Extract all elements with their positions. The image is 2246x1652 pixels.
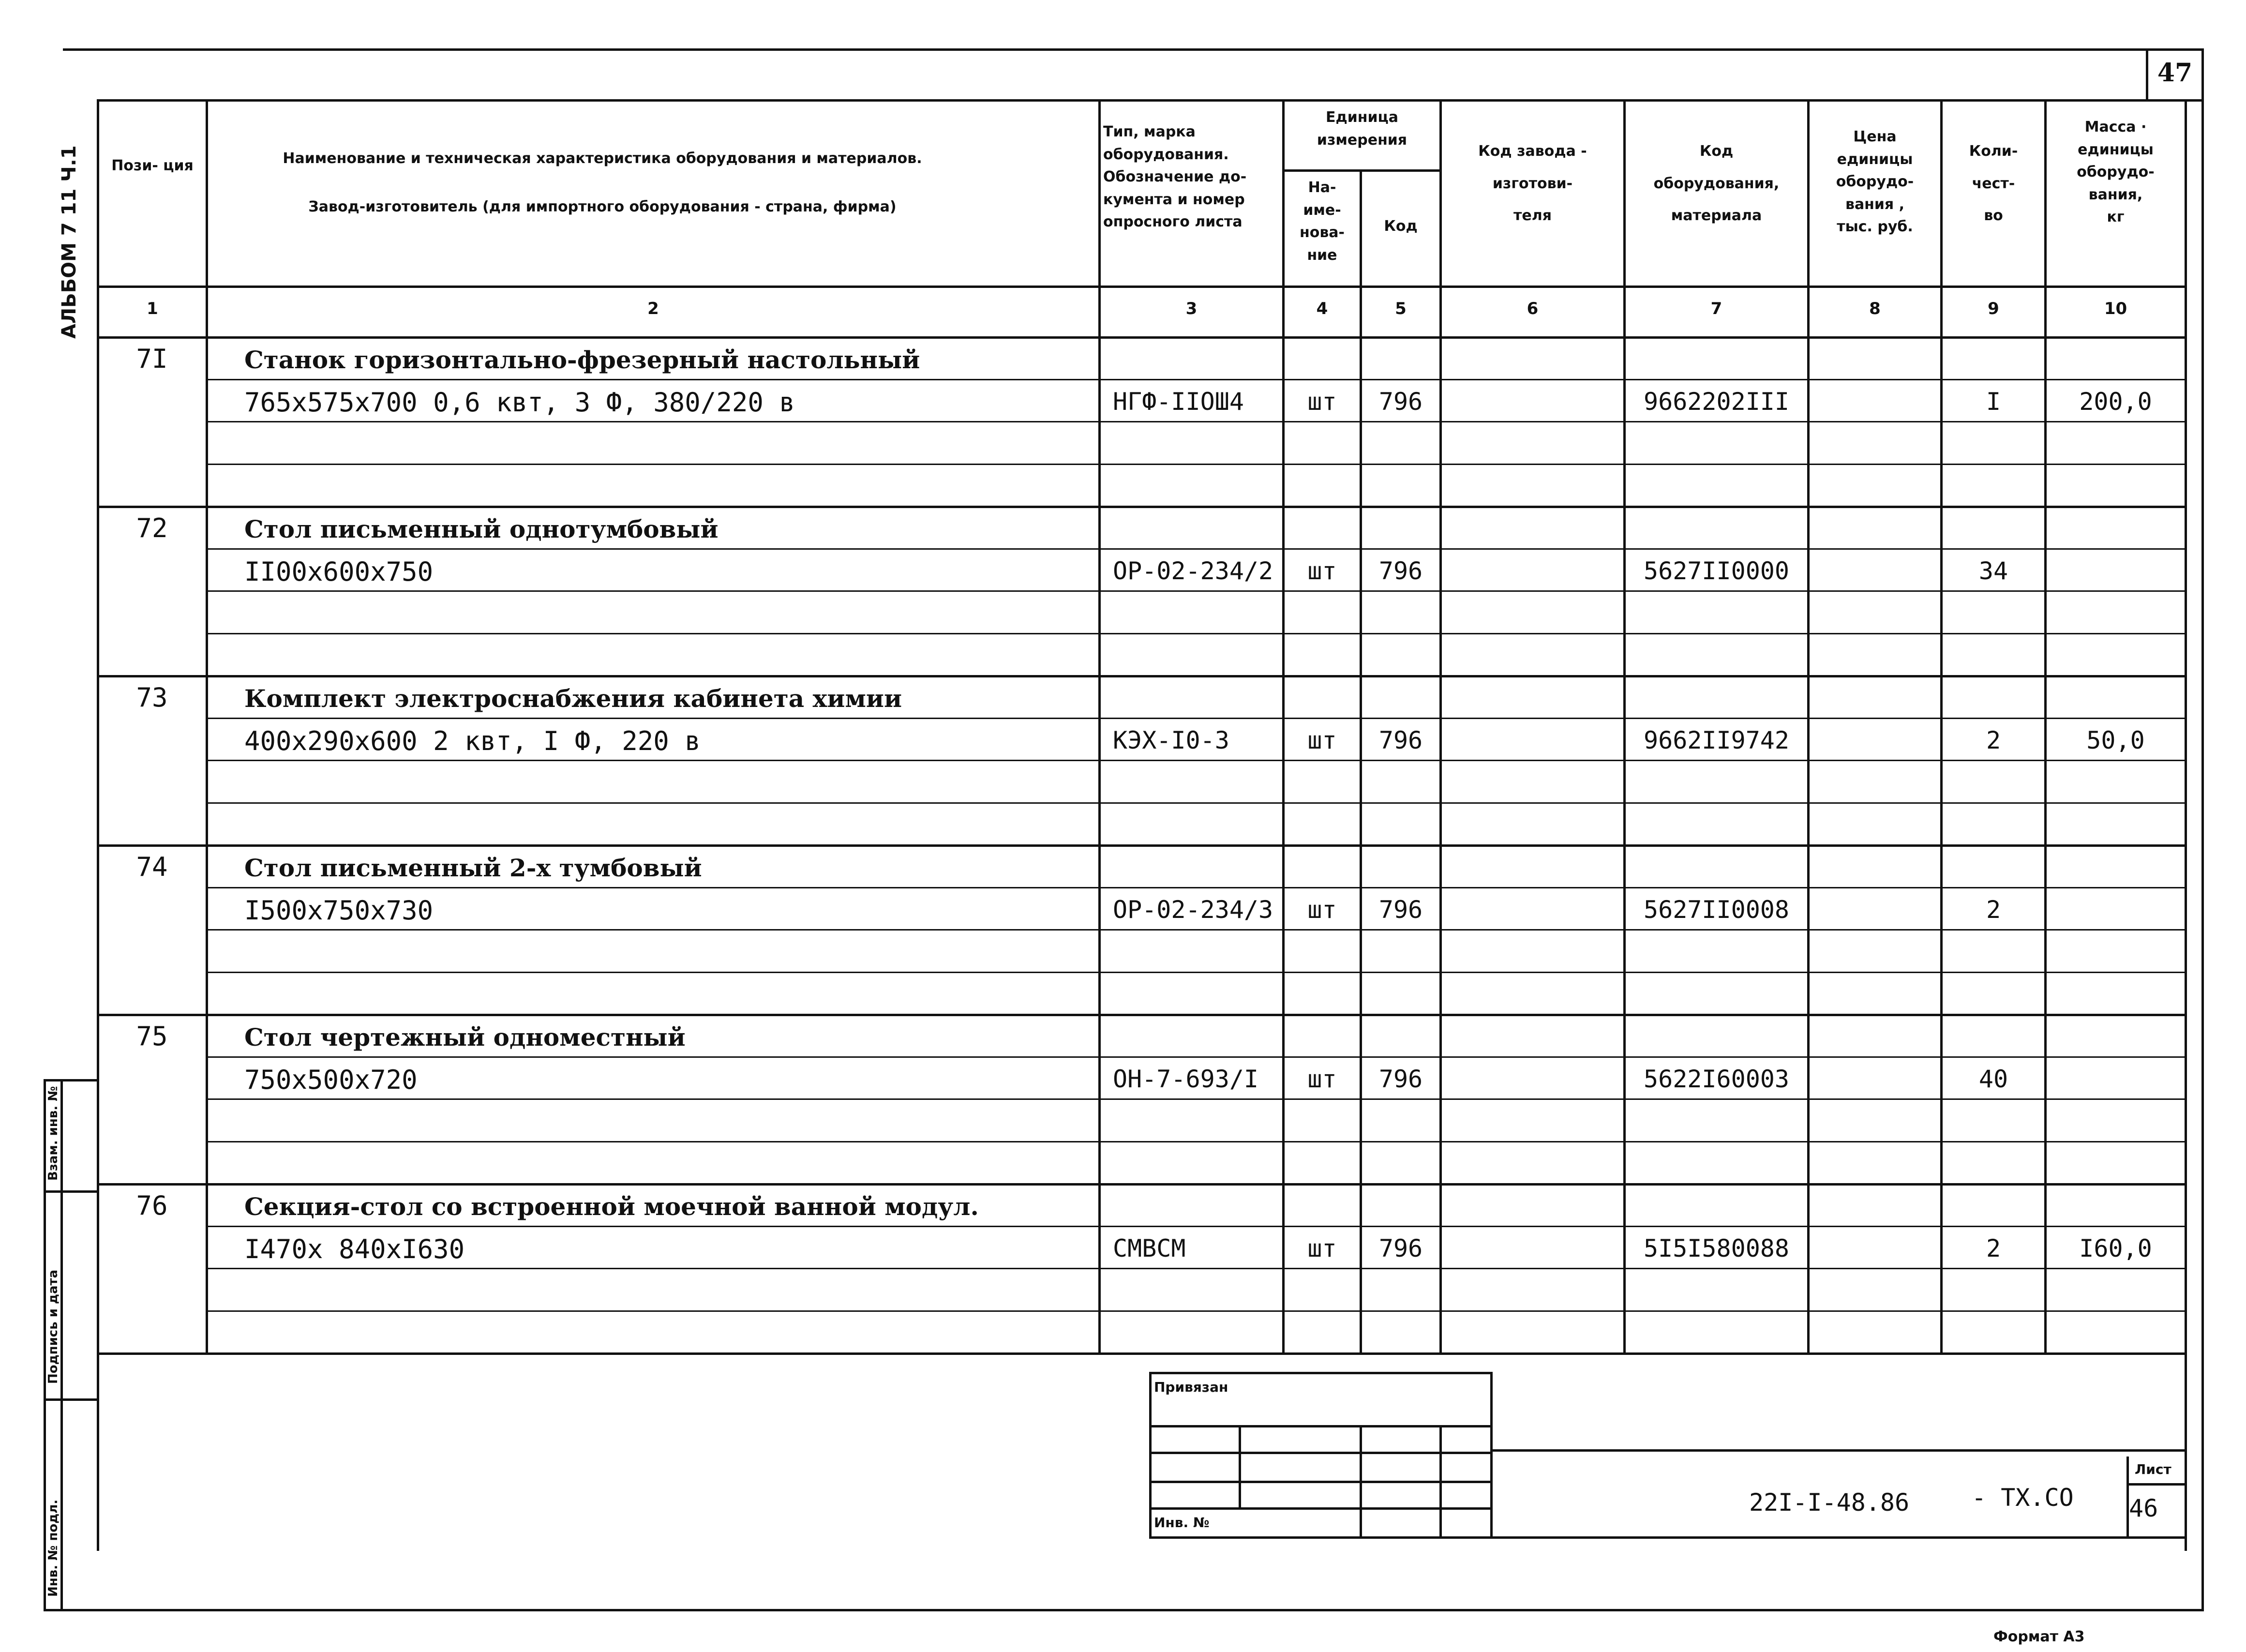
header-mass-l3: оборудо-	[2077, 164, 2155, 180]
header-maker-l1: Код завода -	[1478, 143, 1587, 160]
colnum-4: 4	[1316, 299, 1328, 318]
header-bottom	[97, 285, 2187, 288]
colnum-bottom	[97, 336, 2187, 339]
item-spec: I500х750х730	[244, 895, 434, 926]
header-name-line2: Завод-изготовитель (для импортного оборудования - страна, фирма)	[308, 198, 897, 215]
item-position: 73	[136, 682, 168, 713]
item-position: 74	[136, 852, 168, 882]
item-position: 7I	[136, 344, 168, 374]
row-line	[206, 548, 2187, 550]
header-type	[1103, 121, 1282, 234]
item-spec: 750х500х720	[244, 1065, 418, 1095]
item-unit: шт	[1307, 1065, 1337, 1093]
table-right	[2185, 99, 2187, 1551]
item-position: 75	[136, 1021, 168, 1051]
header-position	[102, 155, 203, 178]
header-equip-l3: материала	[1671, 207, 1762, 224]
header-type-l5: опросного листа	[1103, 213, 1243, 230]
header-maker-code	[1442, 140, 1623, 227]
colnum-2: 2	[647, 299, 659, 318]
colnum-10: 10	[2104, 299, 2127, 318]
colnum-9: 9	[1988, 299, 1999, 318]
colnum-7: 7	[1710, 299, 1722, 318]
item-unit-code: 796	[1378, 1065, 1423, 1093]
header-unit-name-l4: ние	[1307, 246, 1337, 264]
header-unit-name-l3: нова-	[1299, 224, 1345, 241]
item-type: ОН-7-693/I	[1113, 1065, 1259, 1093]
header-unit-name	[1285, 177, 1360, 267]
header-equipment-code	[1626, 140, 1807, 227]
table-body-bottom	[97, 1352, 2187, 1355]
side-col-replace: Взам. инв. №	[46, 1086, 60, 1181]
side-col-inv: Инв. № подл.	[46, 1499, 60, 1597]
item-mass: I60,0	[2079, 1234, 2152, 1262]
side-strip-div2	[44, 1398, 99, 1401]
row-line	[206, 929, 2187, 931]
item-type: КЭХ-I0-3	[1113, 726, 1229, 754]
header-price-l1: Цена	[1853, 128, 1897, 145]
stamp-col-2	[1360, 1425, 1362, 1536]
item-unit: шт	[1307, 557, 1337, 585]
row-line	[206, 421, 2187, 422]
bottom-border-line	[44, 1609, 2204, 1611]
row-line	[206, 1098, 2187, 1100]
item-quantity: 2	[1986, 1234, 2001, 1262]
header-unit-group-l1: Единица	[1326, 109, 1398, 126]
row-line	[206, 718, 2187, 719]
header-qty-l2: чест-	[1972, 175, 2015, 192]
table-top	[97, 99, 2187, 102]
colnum-6: 6	[1527, 299, 1539, 318]
row-line	[206, 972, 2187, 973]
item-name: Секция-стол со встроенной моечной ванной модул.	[244, 1192, 979, 1221]
item-name: Стол чертежный одноместный	[244, 1023, 686, 1051]
col-line-4	[1360, 169, 1362, 1355]
item-spec: 400х290х600 2 квт, I Ф, 220 в	[244, 726, 701, 756]
row-line	[97, 506, 2187, 508]
item-quantity: I	[1986, 388, 2001, 416]
item-unit-code: 796	[1378, 388, 1423, 416]
item-unit: шт	[1307, 896, 1337, 924]
item-position: 76	[136, 1190, 168, 1221]
item-type: ОР-02-234/3	[1113, 896, 1273, 924]
header-quantity	[1943, 140, 2044, 227]
header-type-l3: Обозначение до-	[1103, 168, 1247, 185]
header-unit-name-l2: име-	[1303, 201, 1341, 219]
doc-suffix: - ТХ.СО	[1972, 1484, 2074, 1512]
item-unit: шт	[1307, 388, 1337, 416]
side-strip-top	[44, 1079, 99, 1081]
item-mass: 200,0	[2079, 388, 2152, 416]
header-qty-l3: во	[1984, 207, 2003, 224]
item-type: НГФ-IIОШ4	[1113, 388, 1244, 416]
header-price-l2: единицы	[1837, 150, 1913, 168]
colnum-1: 1	[147, 299, 158, 318]
item-equipment-code: 5622I60003	[1643, 1065, 1790, 1093]
row-line	[97, 1014, 2187, 1016]
row-line	[206, 1141, 2187, 1142]
item-spec: II00х600х750	[244, 556, 434, 587]
header-unit-code: Код	[1384, 218, 1418, 235]
header-type-l1: Тип, марка	[1103, 123, 1196, 140]
title-block-top	[1493, 1449, 2187, 1452]
item-spec: I470х 840хI630	[244, 1234, 465, 1264]
colnum-8: 8	[1869, 299, 1881, 318]
sheet-number: 46	[2129, 1494, 2158, 1522]
header-mass-l4: вания,	[2088, 186, 2143, 203]
header-name-line1: Наименование и техническая характеристика оборудования и материалов.	[283, 150, 922, 167]
item-quantity: 40	[1978, 1065, 2008, 1093]
header-mass-l2: единицы	[2078, 141, 2154, 158]
item-name: Стол письменный 2-х тумбовый	[244, 854, 702, 882]
stamp-col-3	[1439, 1425, 1442, 1536]
item-name: Стол письменный однотумбовый	[244, 515, 719, 543]
row-line	[97, 675, 2187, 677]
header-price-l3: оборудо-	[1836, 173, 1914, 190]
header-maker-l2: изготови-	[1492, 175, 1573, 192]
format-label: Формат А3	[1993, 1628, 2085, 1645]
item-equipment-code: 9662202III	[1643, 388, 1790, 416]
header-mass-l5: кг	[2107, 209, 2125, 225]
stamp-inv: Инв. №	[1154, 1515, 1210, 1531]
colnum-3: 3	[1185, 299, 1198, 318]
item-name: Комплект электроснабжения кабинета химии	[244, 684, 902, 713]
item-name: Станок горизонтально-фрезерный настольный	[244, 345, 920, 374]
side-strip-div1	[44, 1190, 99, 1193]
header-price-l5: тыс. руб.	[1837, 218, 1913, 235]
side-stamp: АЛЬБОМ 7 11 Ч.1	[58, 145, 80, 339]
header-price	[1810, 126, 1940, 239]
header-maker-l3: теля	[1513, 207, 1552, 224]
item-quantity: 34	[1978, 557, 2008, 585]
row-line	[97, 1183, 2187, 1186]
header-equip-l1: Код	[1699, 143, 1734, 160]
row-line	[206, 1226, 2187, 1227]
stamp-privyazan: Привязан	[1154, 1379, 1228, 1395]
item-type: СМВСМ	[1113, 1234, 1186, 1262]
colnum-5: 5	[1395, 299, 1407, 318]
item-unit-code: 796	[1378, 726, 1423, 754]
item-unit: шт	[1307, 1234, 1337, 1262]
header-type-l2: оборудования.	[1103, 146, 1229, 163]
header-unit-name-l1: На-	[1308, 179, 1336, 196]
row-line	[206, 802, 2187, 804]
item-quantity: 2	[1986, 896, 2001, 924]
item-equipment-code: 5I5I580088	[1643, 1234, 1790, 1262]
top-border-line	[63, 48, 2201, 51]
header-unit-group-l2: измерения	[1317, 131, 1407, 149]
item-unit-code: 796	[1378, 896, 1423, 924]
row-line	[206, 379, 2187, 380]
row-line	[206, 1268, 2187, 1269]
item-type: ОР-02-234/2	[1113, 557, 1273, 585]
item-mass: 50,0	[2086, 726, 2145, 754]
row-line	[206, 590, 2187, 592]
stamp-col-1	[1239, 1425, 1241, 1507]
doc-code: 22I-I-48.86	[1749, 1488, 1910, 1517]
header-mass-l1: Масса ·	[2084, 119, 2147, 135]
item-unit-code: 796	[1378, 557, 1423, 585]
sheet-cell-mid	[2126, 1483, 2187, 1486]
sheet-top-number: 47	[2157, 58, 2193, 88]
row-line	[206, 760, 2187, 761]
item-unit: шт	[1307, 726, 1337, 754]
header-price-l4: вания ,	[1845, 195, 1905, 213]
header-unit-group	[1285, 106, 1439, 151]
item-unit-code: 796	[1378, 1234, 1423, 1262]
row-line	[206, 1310, 2187, 1312]
header-type-l4: кумента и номер	[1103, 191, 1245, 208]
right-border-line	[2201, 48, 2204, 1611]
sheet-label: Лист	[2135, 1461, 2171, 1477]
row-line	[206, 633, 2187, 634]
item-equipment-code: 5627II0008	[1643, 896, 1790, 924]
row-line	[206, 464, 2187, 465]
item-quantity: 2	[1986, 726, 2001, 754]
item-spec: 765х575х700 0,6 квт, 3 Ф, 380/220 в	[244, 387, 795, 418]
side-col-sign: Подпись и дата	[46, 1269, 60, 1384]
row-line	[206, 1056, 2187, 1058]
header-position-text: Пози- ция	[111, 157, 194, 174]
header-mass	[2047, 116, 2185, 229]
header-qty-l1: Коли-	[1969, 143, 2018, 160]
row-line	[206, 887, 2187, 888]
header-equip-l2: оборудования,	[1653, 175, 1780, 192]
side-strip-mid	[60, 1079, 63, 1611]
unit-group-line	[1282, 169, 1442, 172]
item-equipment-code: 5627II0000	[1643, 557, 1790, 585]
row-line	[97, 844, 2187, 847]
item-position: 72	[136, 513, 168, 543]
item-equipment-code: 9662II9742	[1643, 726, 1790, 754]
